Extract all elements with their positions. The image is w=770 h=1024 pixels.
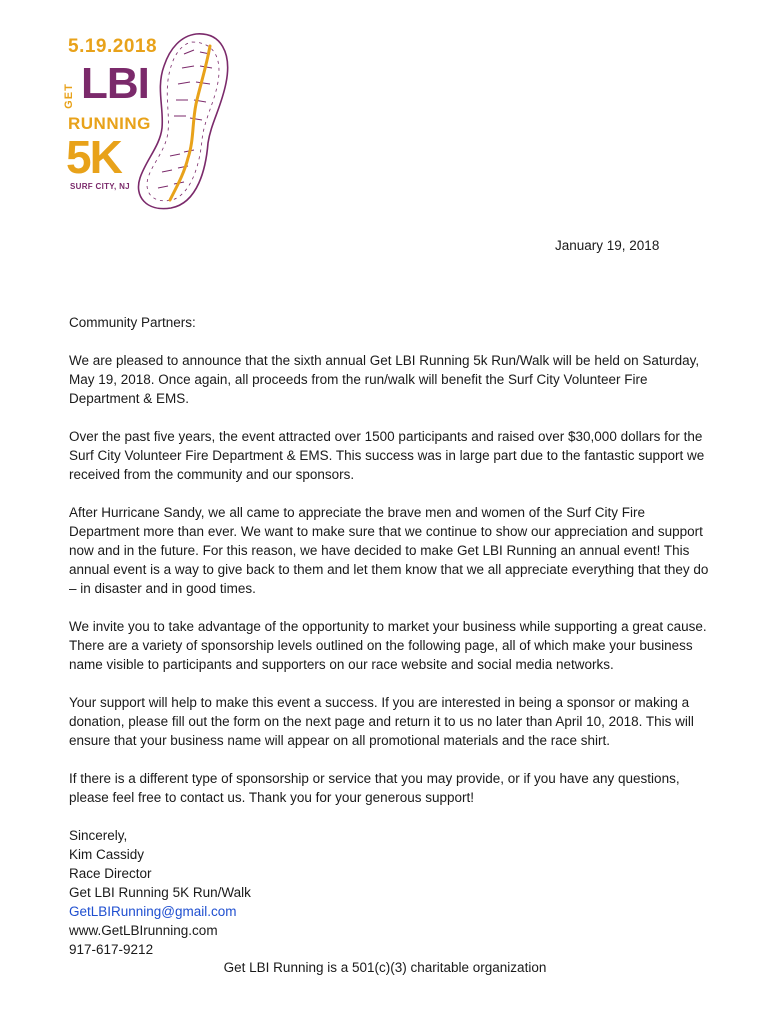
paragraph: If there is a different type of sponsorship or service that you may provide, or if you have any questions, please feel free to contact us. Thank you for your generous support! xyxy=(69,771,680,805)
logo-get: GET xyxy=(62,83,75,109)
salutation: Community Partners: xyxy=(69,315,196,330)
paragraph: Your support will help to make this event a success. If you are interested in being a sponsor or making a donation, please fill out the form on the next page and return it to us no later than April 10, 2018. This will ensure that your business name will appear on all promotional materials and the race shirt. xyxy=(69,695,694,748)
email-link[interactable]: GetLBIRunning@gmail.com xyxy=(69,904,237,919)
footer-note: Get LBI Running is a 501(c)(3) charitable organization xyxy=(223,960,547,975)
paragraph: Over the past five years, the event attracted over 1500 participants and raised over $30,000 dollars for the Surf City Volunteer Fire Department & EMS. This success was in large part due to the fantastic support we received from the community and our sponsors. xyxy=(69,429,705,482)
paragraph: After Hurricane Sandy, we all came to appreciate the brave men and women of the Surf City Fire Department more than ever. We want to make sure that we continue to show our appreciation and support now and in the future. For this reason, we have decided to make Get LBI Running an annual event! This annual event is a way to give back to them and let them know that we all appreciate everything that they do – in disaster and in good times. xyxy=(69,505,709,596)
logo-date: 5.19.2018 xyxy=(68,36,158,57)
shoe-print-icon xyxy=(126,28,236,213)
logo-location: SURF CITY, NJ xyxy=(70,182,130,191)
logo-running: RUNNING xyxy=(68,114,151,133)
signer-title: Race Director xyxy=(69,866,152,881)
closing: Sincerely, xyxy=(69,828,128,843)
paragraph: We invite you to take advantage of the opportunity to market your business while supporting a great cause. There are a variety of sponsorship levels outlined on the following page, all of which make your business name visible to participants and supporters on our race website and social media networks. xyxy=(69,619,707,672)
organization-name: Get LBI Running 5K Run/Walk xyxy=(69,885,251,900)
signer-name: Kim Cassidy xyxy=(69,847,145,862)
phone-number: 917-617-9212 xyxy=(69,942,154,957)
letter-date: January 19, 2018 xyxy=(555,238,660,253)
logo-5k: 5K xyxy=(66,131,121,183)
letter-body xyxy=(69,313,709,959)
paragraph: We are pleased to announce that the sixth annual Get LBI Running 5k Run/Walk will be held on Saturday, May 19, 2018. Once again, all proceeds from the run/walk will benefit the Surf City Volunteer Fire Department & EMS. xyxy=(69,353,700,406)
logo-lbi: LBI xyxy=(81,59,149,108)
event-logo xyxy=(62,28,232,213)
signature-block xyxy=(69,826,709,959)
website-text: www.GetLBIrunning.com xyxy=(69,923,218,938)
